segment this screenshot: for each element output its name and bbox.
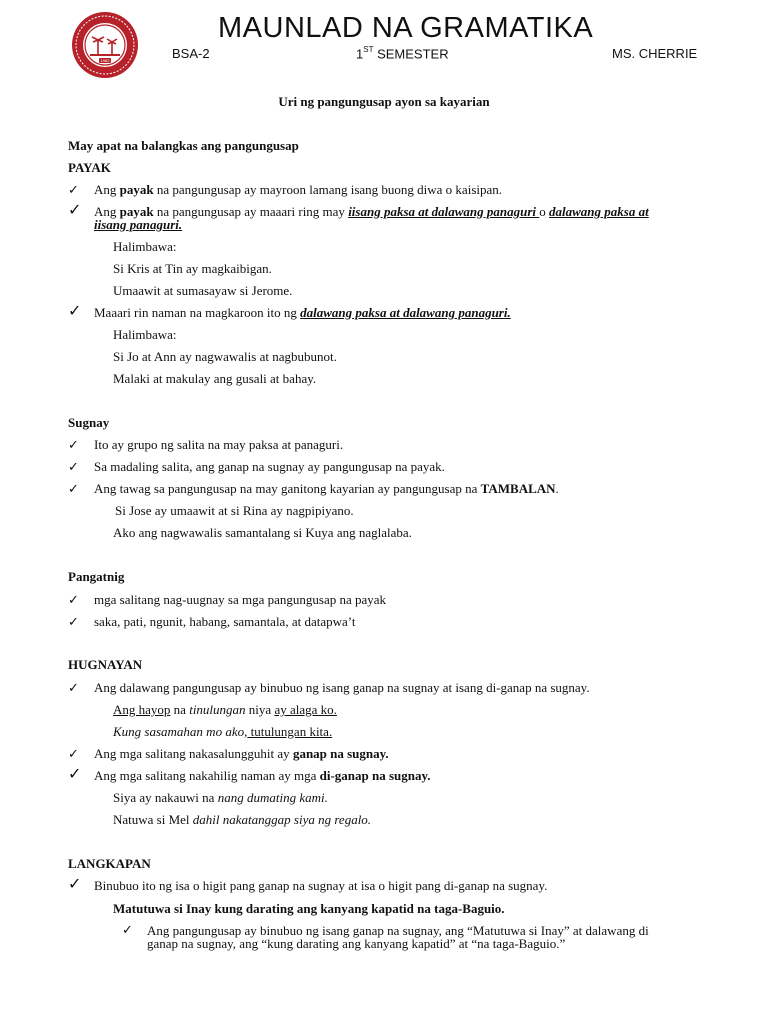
heading-langkapan: LANGKAPAN: [68, 856, 151, 871]
check-icon: ✓: [68, 437, 79, 452]
semester-label: 1ST SEMESTER: [356, 45, 449, 62]
example-sentence: Kung sasamahan mo ako, tutulungan kita.: [113, 724, 333, 739]
example-sentence: Ako ang nagwawalis samantalang si Kuya ang naglalaba.: [113, 525, 412, 540]
section-title: Uri ng pangungusap ayon sa kayarian: [278, 94, 490, 109]
payak-bullet-1: Ang payak na pangungusap ay mayroon lamang isang buong diwa o kaisipan.: [94, 182, 503, 197]
langkapan-bullet-1: Binubuo ito ng isa o higit pang ganap na sugnay at isa o higit pang di-ganap na sugnay.: [94, 878, 548, 893]
heading-sugnay: Sugnay: [68, 415, 110, 430]
check-icon: ✓: [68, 592, 79, 607]
payak-bullet-3: Maaari rin naman na magkaroon ito ng dalawang paksa at dalawang panaguri.: [94, 305, 511, 320]
hugnayan-bullet-3: Ang mga salitang nakahilig naman ay mga di-ganap na sugnay.: [94, 768, 431, 783]
check-icon: ✓: [68, 876, 82, 893]
sugnay-bullet-2: Sa madaling salita, ang ganap na sugnay ay pangungusap na payak.: [94, 459, 445, 474]
pangatnig-bullet-2: saka, pati, ngunit, habang, samantala, at datapwa’t: [94, 614, 356, 629]
check-icon: ✓: [68, 303, 82, 320]
check-icon: ✓: [68, 680, 79, 695]
check-icon: ✓: [68, 766, 82, 783]
payak-bullet-2: Ang payak na pangungusap ay maaari ring may iisang paksa at dalawang panaguri o dalawang paksa at: [94, 204, 649, 219]
heading-pangatnig: Pangatnig: [68, 569, 125, 584]
page-header: [0, 0, 768, 80]
example-sentence: Si Jo at Ann ay nagwawalis at nagbubunot.: [113, 349, 337, 364]
example-sentence: Natuwa si Mel dahil nakatanggap siya ng regalo.: [113, 812, 372, 827]
check-icon: ✓: [68, 746, 79, 761]
payak-bullet-2-cont: iisang panaguri.: [94, 217, 183, 232]
intro-text: May apat na balangkas ang pangungusap: [68, 138, 299, 153]
check-icon: ✓: [68, 614, 79, 629]
check-icon: ✓: [68, 481, 79, 496]
example-sentence: Si Jose ay umaawit at si Rina ay nagpipiyano.: [115, 503, 354, 518]
example-sentence: Matutuwa si Inay kung darating ang kanyang kapatid na taga-Baguio.: [113, 901, 505, 916]
seal-year: 1982: [100, 58, 110, 63]
heading-payak: PAYAK: [68, 160, 111, 175]
school-seal-logo: [70, 10, 140, 80]
hugnayan-bullet-1: Ang dalawang pangungusap ay binubuo ng isang ganap na sugnay at isang di-ganap na sugnay.: [94, 680, 590, 695]
heading-hugnayan: HUGNAYAN: [68, 657, 143, 672]
example-sentence: Si Kris at Tin ay magkaibigan.: [113, 261, 272, 276]
teacher-name: MS. CHERRIE: [612, 46, 698, 61]
example-sentence: Ang hayop na tinulungan niya ay alaga ko.: [113, 702, 337, 717]
pangatnig-bullet-1: mga salitang nag-uugnay sa mga pangungusap na payak: [94, 592, 387, 607]
check-icon: ✓: [68, 459, 79, 474]
example-label: Halimbawa:: [113, 239, 177, 254]
example-sentence: Umaawit at sumasayaw si Jerome.: [113, 283, 293, 298]
example-sentence: Malaki at makulay ang gusali at bahay.: [113, 371, 317, 386]
sugnay-bullet-1: Ito ay grupo ng salita na may paksa at panaguri.: [94, 437, 344, 452]
check-icon: ✓: [122, 922, 133, 937]
hugnayan-bullet-2: Ang mga salitang nakasalungguhit ay ganap na sugnay.: [94, 746, 389, 761]
document-title: MAUNLAD NA GRAMATIKA: [218, 12, 594, 44]
sugnay-bullet-3: Ang tawag sa pangungusap na may ganitong kayarian ay pangungusap na TAMBALAN.: [94, 481, 559, 496]
course-code: BSA-2: [172, 46, 210, 61]
langkapan-explanation: Ang pangungusap ay binubuo ng isang ganap na sugnay, ang “Matutuwa si Inay” at dalawang di: [147, 923, 649, 938]
check-icon: ✓: [68, 202, 82, 219]
example-label: Halimbawa:: [113, 327, 177, 342]
check-icon: ✓: [68, 182, 79, 197]
langkapan-explanation-cont: ganap na sugnay, ang “kung darating ang kanyang kapatid” at “na taga-Baguio.”: [147, 936, 566, 951]
example-sentence: Siya ay nakauwi na nang dumating kami.: [113, 790, 328, 805]
